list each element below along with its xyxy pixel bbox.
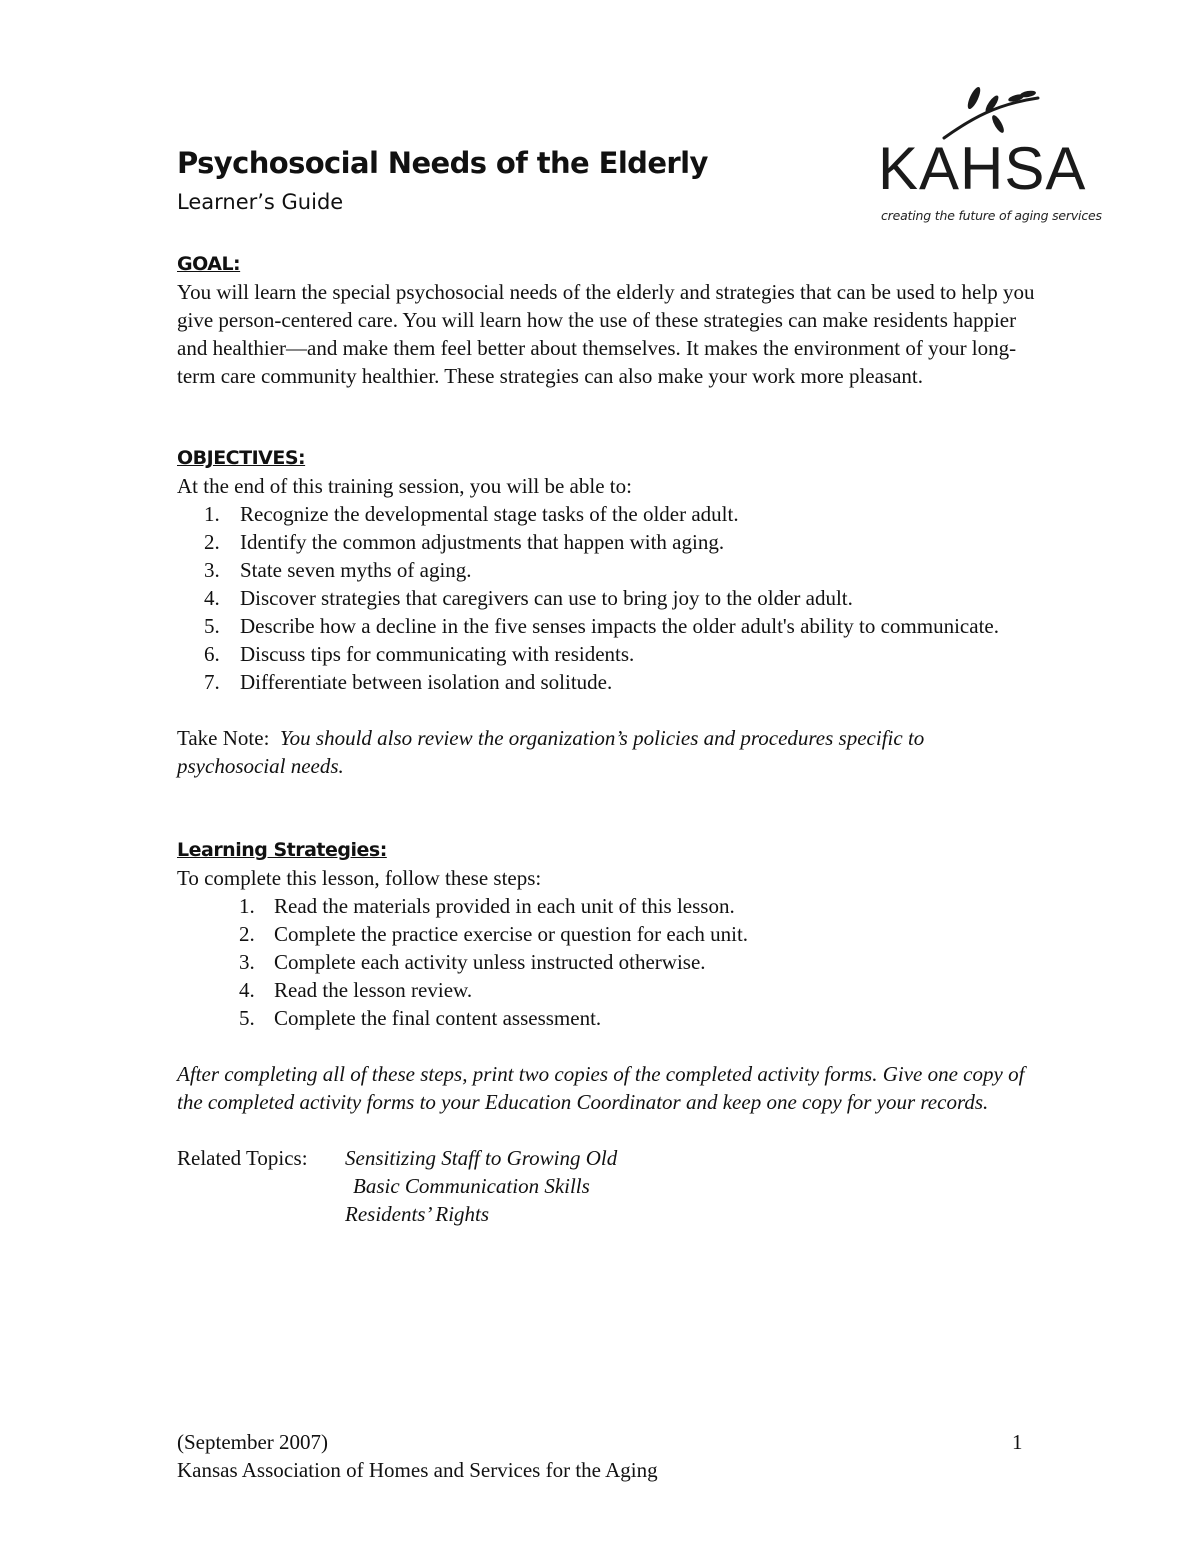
list-item: 3. State seven myths of aging.: [204, 558, 472, 582]
related-topics: [177, 1144, 1037, 1228]
related-topic: Sensitizing Staff to Growing Old: [345, 1146, 618, 1170]
page-title: Psychosocial Needs of the Elderly: [177, 146, 708, 180]
take-note-text: You should also review the organization’s policies and procedures specific to psychosocial needs.: [177, 726, 925, 778]
list-item: 5. Complete the final content assessment.: [239, 1006, 602, 1030]
page-subtitle: Learner’s Guide: [177, 190, 344, 214]
list-item: 4. Discover strategies that caregivers can use to bring joy to the older adult.: [204, 586, 853, 610]
list-item: 6. Discuss tips for communicating with residents.: [204, 642, 635, 666]
list-item: 1. Read the materials provided in each unit of this lesson.: [239, 894, 735, 918]
take-note-label: Take Note:: [177, 726, 270, 750]
related-topic: Residents’ Rights: [345, 1202, 490, 1226]
objectives-intro: At the end of this training session, you will be able to:: [177, 474, 632, 498]
footer-org: Kansas Association of Homes and Services for the Aging: [177, 1458, 658, 1482]
goal-heading: GOAL:: [177, 253, 241, 275]
logo-tagline: creating the future of aging services: [881, 208, 1102, 223]
goal-text: You will learn the special psychosocial needs of the elderly and strategies that can be used to help you give person-centered care. You will learn how the use of these strategies can make residents happier and healthier—and make them feel better about themselves. It makes the environment of your long-term care community healthier. These strategies can also make your work more pleasant.: [177, 280, 1035, 388]
learning-heading: Learning Strategies:: [177, 839, 387, 861]
kahsa-logo: [878, 84, 1103, 234]
take-note: [177, 724, 1037, 780]
list-item: 1. Recognize the developmental stage tasks of the older adult.: [204, 502, 739, 526]
list-item: 4. Read the lesson review.: [239, 978, 473, 1002]
related-topic: Basic Communication Skills: [353, 1174, 590, 1198]
list-item: 7. Differentiate between isolation and solitude.: [204, 670, 613, 694]
learning-steps-list: [177, 892, 1037, 1032]
objectives-list: [177, 500, 1037, 696]
list-item: 3. Complete each activity unless instructed otherwise.: [239, 950, 706, 974]
document-body: [177, 250, 1037, 1228]
page-number: 1: [1012, 1430, 1023, 1454]
objectives-heading: OBJECTIVES:: [177, 447, 306, 469]
footer: [177, 1428, 658, 1484]
list-item: 2. Complete the practice exercise or question for each unit.: [239, 922, 749, 946]
logo-wordmark: KAHSA: [878, 135, 1087, 202]
footer-date: (September 2007): [177, 1430, 329, 1454]
learning-intro: To complete this lesson, follow these steps:: [177, 866, 542, 890]
related-topics-label: Related Topics:: [177, 1146, 308, 1170]
list-item: 5. Describe how a decline in the five senses impacts the older adult's ability to communicate.: [204, 614, 999, 638]
after-steps-text: After completing all of these steps, print two copies of the completed activity forms. Give one copy of the completed activity forms to your Education Coordinator and keep one copy for your records.: [177, 1062, 1025, 1114]
list-item: 2. Identify the common adjustments that happen with aging.: [204, 530, 725, 554]
